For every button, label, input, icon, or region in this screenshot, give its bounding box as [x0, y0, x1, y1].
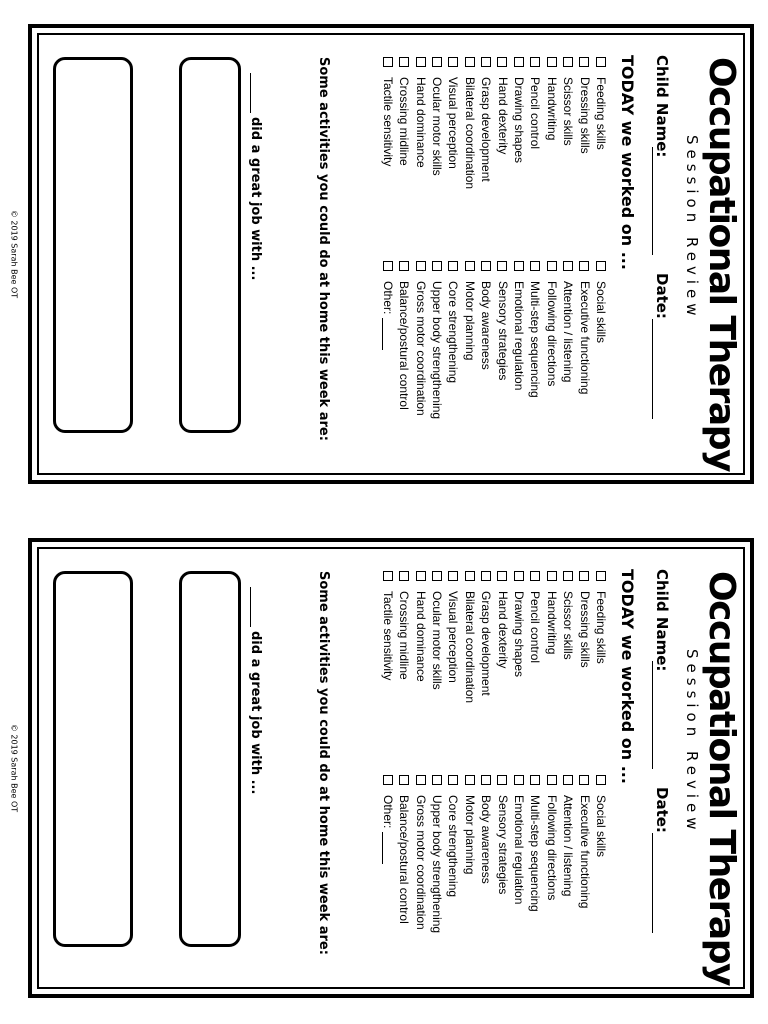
checkbox[interactable] [579, 571, 589, 581]
checkbox[interactable] [465, 571, 475, 581]
checklist-item-label: Following directions [544, 795, 559, 901]
checklist-item [412, 571, 428, 703]
checklist-item-label: Visual perception [446, 591, 461, 683]
checkbox[interactable] [514, 261, 524, 271]
checklist-item-label: Crossing midline [397, 77, 412, 166]
checklist-item [527, 571, 543, 703]
checklist-item [380, 261, 396, 419]
checklist-item [494, 57, 510, 189]
checklist-item [576, 571, 592, 703]
checklist-item-label: Grasp development [479, 591, 494, 696]
checkbox[interactable] [448, 775, 458, 785]
checklist-item-label: Executive functioning [577, 795, 592, 909]
checklist-item-label: Balance/postural control [397, 795, 412, 924]
checklist-item-label: Hand dexterity [495, 77, 510, 155]
great-job-name-field[interactable] [250, 73, 251, 113]
checkbox[interactable] [448, 571, 458, 581]
checkbox[interactable] [596, 57, 606, 67]
checklist-item-label: Hand dexterity [495, 591, 510, 669]
checklist-item-label: Scissor skills [561, 591, 576, 660]
checklist-item-label: Attention / listening [561, 795, 576, 897]
checkbox[interactable] [497, 57, 507, 67]
checkbox[interactable] [481, 57, 491, 67]
checkbox[interactable] [399, 57, 409, 67]
checkbox[interactable] [399, 571, 409, 581]
checklist-item-label: Gross motor coordination [413, 795, 428, 930]
great-job-label: did a great job with ... [248, 631, 263, 795]
checklist-item [461, 571, 477, 703]
checkbox[interactable] [448, 57, 458, 67]
checkbox[interactable] [416, 261, 426, 271]
right-checklist [380, 775, 609, 933]
checklist-item-label: Feeding skills [594, 591, 608, 664]
checklist-item-label: Other: [380, 795, 395, 829]
checklist-item-label: Ocular motor skills [430, 591, 445, 690]
form-inner-border [37, 33, 745, 475]
great-job-box[interactable] [179, 571, 241, 947]
checkbox[interactable] [432, 261, 442, 271]
checklist-item-label: Bilateral coordination [462, 591, 477, 704]
checkbox[interactable] [514, 571, 524, 581]
checkbox[interactable] [383, 775, 393, 785]
checklist-item-label: Attention / listening [561, 281, 576, 383]
other-field[interactable] [382, 832, 393, 864]
checklist-item-label: Social skills [594, 795, 608, 858]
child-name-label: Child Name: [653, 569, 671, 672]
checklist-item [445, 775, 461, 933]
checklist-item-label: Tactile sensitivity [380, 591, 395, 681]
checklist-item [543, 261, 559, 419]
checklist-item [478, 57, 494, 189]
checkbox[interactable] [416, 57, 426, 67]
checklist-item [576, 261, 592, 419]
checklist-item-label: Core strengthening [446, 281, 461, 384]
form-content-rotated [39, 35, 745, 475]
checkbox[interactable] [547, 57, 557, 67]
form-title: Occupational Therapy [701, 57, 742, 471]
checkbox[interactable] [530, 571, 540, 581]
checklist-item-label: Pencil control [528, 77, 543, 150]
form-subtitle: Session Review [683, 135, 701, 321]
session-review-form-2 [28, 538, 754, 998]
checklist-item-label: Body awareness [479, 281, 494, 370]
checklist-item-label: Grasp development [479, 77, 494, 182]
date-field[interactable] [652, 833, 653, 933]
checkbox[interactable] [563, 775, 573, 785]
checkbox[interactable] [579, 261, 589, 271]
checklist-item-label: Dressing skills [577, 591, 592, 668]
home-activities-label: Some activities you could do at home this week are: [316, 571, 331, 955]
checklist-item [461, 261, 477, 419]
checklist-item-label: Social skills [594, 281, 608, 344]
checklist-item [461, 57, 477, 189]
checkbox[interactable] [596, 261, 606, 271]
child-name-field[interactable] [652, 147, 653, 255]
checklist-item-label: Visual perception [446, 77, 461, 169]
checkbox[interactable] [481, 261, 491, 271]
checklist-item [478, 775, 494, 933]
checklist-item-label: Multi-step sequencing [528, 281, 543, 398]
checklist-item-label: Pencil control [528, 591, 543, 664]
checklist-item-label: Drawing shapes [512, 591, 527, 678]
checklist-item-label: Hand dominance [413, 77, 428, 168]
checklist-item [593, 571, 609, 703]
left-checklist [380, 57, 609, 189]
checkbox[interactable] [530, 57, 540, 67]
great-job-row [241, 549, 265, 989]
left-checklist [380, 571, 609, 703]
form-inner-border [37, 547, 745, 989]
checklist-item-label: Gross motor coordination [413, 281, 428, 416]
checklist-item [429, 261, 445, 419]
right-checklist [380, 261, 609, 419]
checkbox[interactable] [399, 261, 409, 271]
checklist-item-label: Executive functioning [577, 281, 592, 395]
checklist-item [445, 57, 461, 189]
checklist-item-label: Dressing skills [577, 77, 592, 154]
today-heading: TODAY we worked on ... [618, 569, 637, 784]
checklist-item [511, 571, 527, 703]
checklist-item-label: Other: [380, 281, 395, 315]
checklist-item-label: Hand dominance [413, 591, 428, 682]
checklist-item-label: Handwriting [544, 77, 559, 141]
checklist-item [380, 57, 396, 189]
checklist-item [543, 775, 559, 933]
checklist-item-label: Balance/postural control [397, 281, 412, 410]
checkbox[interactable] [530, 261, 540, 271]
checklist-item-label: Multi-step sequencing [528, 795, 543, 912]
checkbox[interactable] [383, 571, 393, 581]
great-job-box[interactable] [179, 57, 241, 433]
checklist-item [560, 57, 576, 189]
checklist-item [543, 571, 559, 703]
home-activities-box[interactable] [53, 57, 133, 433]
checklist-item [396, 57, 412, 189]
checklist-item [412, 57, 428, 189]
checklist-item-label: Core strengthening [446, 795, 461, 898]
checkbox[interactable] [383, 57, 393, 67]
checklist-item [560, 775, 576, 933]
home-activities-label: Some activities you could do at home this week are: [316, 57, 331, 441]
checklist-item-label: Bilateral coordination [462, 77, 477, 190]
name-date-row [647, 549, 673, 989]
checklist-item [527, 57, 543, 189]
checklist-item [445, 261, 461, 419]
checklist-item [494, 775, 510, 933]
checklist-item [593, 57, 609, 189]
checkbox[interactable] [563, 261, 573, 271]
checklist-item [560, 261, 576, 419]
checklist-item [494, 261, 510, 419]
home-activities-box[interactable] [53, 571, 133, 947]
checklist-item [429, 775, 445, 933]
form-title: Occupational Therapy [701, 571, 742, 985]
checklist-item-label: Motor planning [462, 281, 477, 361]
checklist-item-label: Drawing shapes [512, 77, 527, 164]
checklist-item [511, 57, 527, 189]
checkbox[interactable] [530, 775, 540, 785]
checklist-item [396, 571, 412, 703]
checklist-item [494, 571, 510, 703]
copyright-text: © 2019 Sarah Bee OT [9, 209, 19, 299]
checklist-item [576, 775, 592, 933]
checklist-item-label: Sensory strategies [495, 281, 510, 381]
checkbox[interactable] [383, 261, 393, 271]
great-job-row [241, 35, 265, 475]
great-job-label: did a great job with ... [248, 117, 263, 281]
checklist-item [380, 571, 396, 703]
checklist-item-label: Ocular motor skills [430, 77, 445, 176]
checklist-item-label: Feeding skills [594, 77, 608, 150]
checklist-item [412, 261, 428, 419]
checklist-item [429, 57, 445, 189]
checkbox[interactable] [563, 57, 573, 67]
checklist-item [560, 571, 576, 703]
checkbox[interactable] [497, 261, 507, 271]
checklist-item [412, 775, 428, 933]
form-subtitle: Session Review [683, 649, 701, 835]
checkbox[interactable] [547, 571, 557, 581]
checklist-item-label: Emotional regulation [512, 281, 527, 391]
form-content-rotated [39, 549, 745, 989]
copyright-text: © 2019 Sarah Bee OT [9, 723, 19, 813]
checklist-item-label: Tactile sensitivity [380, 77, 395, 167]
checklist-item [478, 571, 494, 703]
checkbox[interactable] [596, 571, 606, 581]
checkbox[interactable] [432, 775, 442, 785]
child-name-field[interactable] [652, 661, 653, 769]
checklist-item-label: Upper body strengthening [430, 281, 445, 420]
checkbox[interactable] [481, 775, 491, 785]
checkbox[interactable] [465, 261, 475, 271]
date-label: Date: [653, 787, 671, 833]
checkbox[interactable] [547, 775, 557, 785]
checklist-item [593, 775, 609, 933]
checklist-item-label: Motor planning [462, 795, 477, 875]
checklist-item [527, 261, 543, 419]
checkbox[interactable] [448, 261, 458, 271]
checkbox[interactable] [563, 571, 573, 581]
checklist-item [511, 261, 527, 419]
checklist-item-label: Scissor skills [561, 77, 576, 146]
checklist-item [396, 261, 412, 419]
checkbox[interactable] [465, 57, 475, 67]
checklist-item-label: Handwriting [544, 591, 559, 655]
date-label: Date: [653, 273, 671, 319]
child-name-label: Child Name: [653, 55, 671, 158]
checklist-item-label: Following directions [544, 281, 559, 387]
checkbox[interactable] [416, 775, 426, 785]
checklist-item [429, 571, 445, 703]
checkbox[interactable] [465, 775, 475, 785]
checkbox[interactable] [481, 571, 491, 581]
checkbox[interactable] [399, 775, 409, 785]
checklist-item-label: Emotional regulation [512, 795, 527, 905]
checklist-item [543, 57, 559, 189]
name-date-row [647, 35, 673, 475]
checklist-item [511, 775, 527, 933]
great-job-name-field[interactable] [250, 587, 251, 627]
date-field[interactable] [652, 319, 653, 419]
checkbox[interactable] [596, 775, 606, 785]
checklist-item [593, 261, 609, 419]
checkbox[interactable] [514, 775, 524, 785]
checklist-item [380, 775, 396, 933]
checkbox[interactable] [547, 261, 557, 271]
checkbox[interactable] [497, 571, 507, 581]
session-review-form-1 [28, 24, 754, 484]
checklist-item-label: Body awareness [479, 795, 494, 884]
checklist-item [478, 261, 494, 419]
checklist-item-label: Crossing midline [397, 591, 412, 680]
checkbox[interactable] [416, 571, 426, 581]
checkbox[interactable] [579, 775, 589, 785]
checkbox[interactable] [497, 775, 507, 785]
checklist-item-label: Sensory strategies [495, 795, 510, 895]
checkbox[interactable] [579, 57, 589, 67]
checkbox[interactable] [432, 571, 442, 581]
checkbox[interactable] [514, 57, 524, 67]
today-heading: TODAY we worked on ... [618, 55, 637, 270]
checklist-item-label: Upper body strengthening [430, 795, 445, 934]
checklist-item [527, 775, 543, 933]
checklist-item [445, 571, 461, 703]
checkbox[interactable] [432, 57, 442, 67]
checklist-item [461, 775, 477, 933]
checklist-item [396, 775, 412, 933]
other-field[interactable] [382, 318, 393, 350]
checklist-item [576, 57, 592, 189]
